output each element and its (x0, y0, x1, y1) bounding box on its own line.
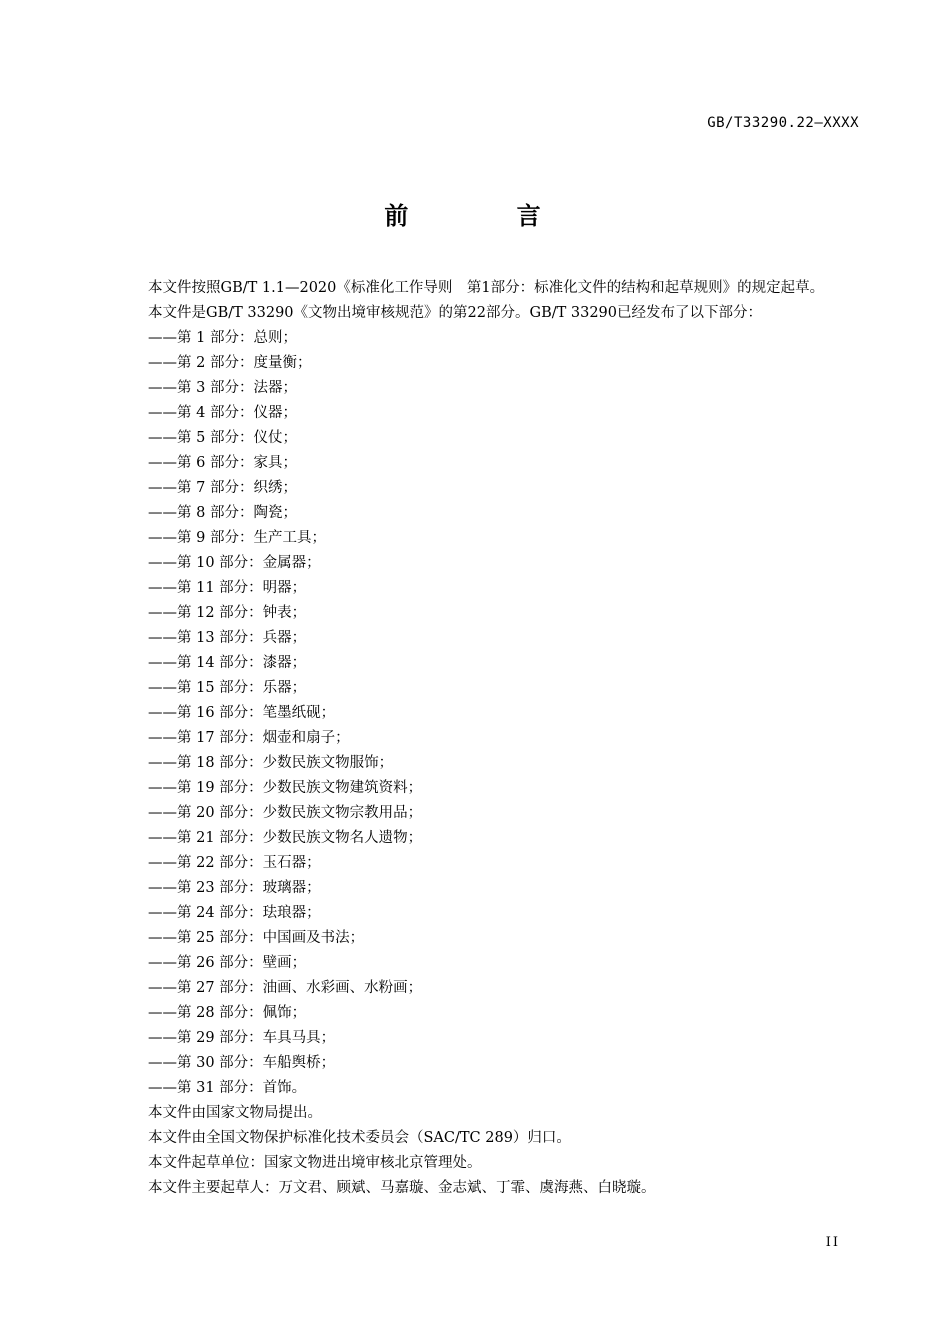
list-item: ——第 10 部分：金属器； (148, 555, 321, 571)
list-item: ——第 19 部分：少数民族文物建筑资料； (148, 780, 423, 796)
list-item: ——第 9 部分：生产工具； (148, 530, 326, 546)
list-item: ——第 1 部分：总则； (148, 330, 297, 346)
list-item: ——第 4 部分：仪器； (148, 405, 297, 421)
list-item: ——第 5 部分：仪仗； (148, 430, 297, 446)
list-item: ——第 31 部分：首饰。 (148, 1080, 307, 1096)
list-item: ——第 11 部分：明器； (148, 580, 307, 596)
list-item: ——第 3 部分：法器； (148, 380, 297, 396)
list-item: ——第 23 部分：玻璃器； (148, 880, 321, 896)
list-item: ——第 6 部分：家具； (148, 455, 297, 471)
page-title: 前 言 (384, 202, 591, 230)
list-item: ——第 14 部分：漆器； (148, 655, 307, 671)
list-item: ——第 13 部分：兵器； (148, 630, 307, 646)
list-item: ——第 26 部分：壁画； (148, 955, 307, 971)
list-item: ——第 18 部分：少数民族文物服饰； (148, 755, 394, 771)
list-item: ——第 27 部分：油画、水彩画、水粉画； (148, 980, 423, 996)
standard-code: GB/T33290.22—XXXX (707, 115, 859, 131)
list-item: ——第 2 部分：度量衡； (148, 355, 312, 371)
closing-paragraph: 本文件起草单位：国家文物进出境审核北京管理处。 (148, 1155, 482, 1171)
list-item: ——第 29 部分：车具马具； (148, 1030, 336, 1046)
list-item: ——第 30 部分：车船舆桥； (148, 1055, 336, 1071)
list-item: ——第 25 部分：中国画及书法； (148, 930, 365, 946)
list-item: ——第 17 部分：烟壶和扇子； (148, 730, 350, 746)
closing-paragraph: 本文件由全国文物保护标准化技术委员会（SAC/TC 289）归口。 (148, 1130, 571, 1146)
list-item: ——第 16 部分：笔墨纸砚； (148, 705, 336, 721)
list-item: ——第 15 部分：乐器； (148, 680, 307, 696)
list-item: ——第 12 部分：钟表； (148, 605, 307, 621)
list-item: ——第 28 部分：佩饰； (148, 1005, 307, 1021)
intro-paragraph: 本文件是GB/T 33290《文物出境审核规范》的第22部分。GB/T 33290已经发布了以下部分： (148, 305, 763, 321)
list-item: ——第 24 部分：珐琅器； (148, 905, 321, 921)
document-body (112, 276, 862, 1201)
closing-paragraph: 本文件主要起草人：万文君、顾斌、马嘉璇、金志斌、丁霏、虞海燕、白晓璇。 (148, 1180, 656, 1196)
list-item: ——第 22 部分：玉石器； (148, 855, 321, 871)
list-item: ——第 21 部分：少数民族文物名人遗物； (148, 830, 423, 846)
page-number: II (825, 1235, 840, 1250)
list-item: ——第 20 部分：少数民族文物宗教用品； (148, 805, 423, 821)
parts-list (112, 326, 862, 1101)
closing-paragraph: 本文件由国家文物局提出。 (148, 1105, 322, 1121)
intro-paragraph: 本文件按照GB/T 1.1—2020《标准化工作导则 第1部分：标准化文件的结构和起草规则》的规定起草。 (148, 280, 825, 296)
list-item: ——第 8 部分：陶瓷； (148, 505, 297, 521)
list-item: ——第 7 部分：织绣； (148, 480, 297, 496)
